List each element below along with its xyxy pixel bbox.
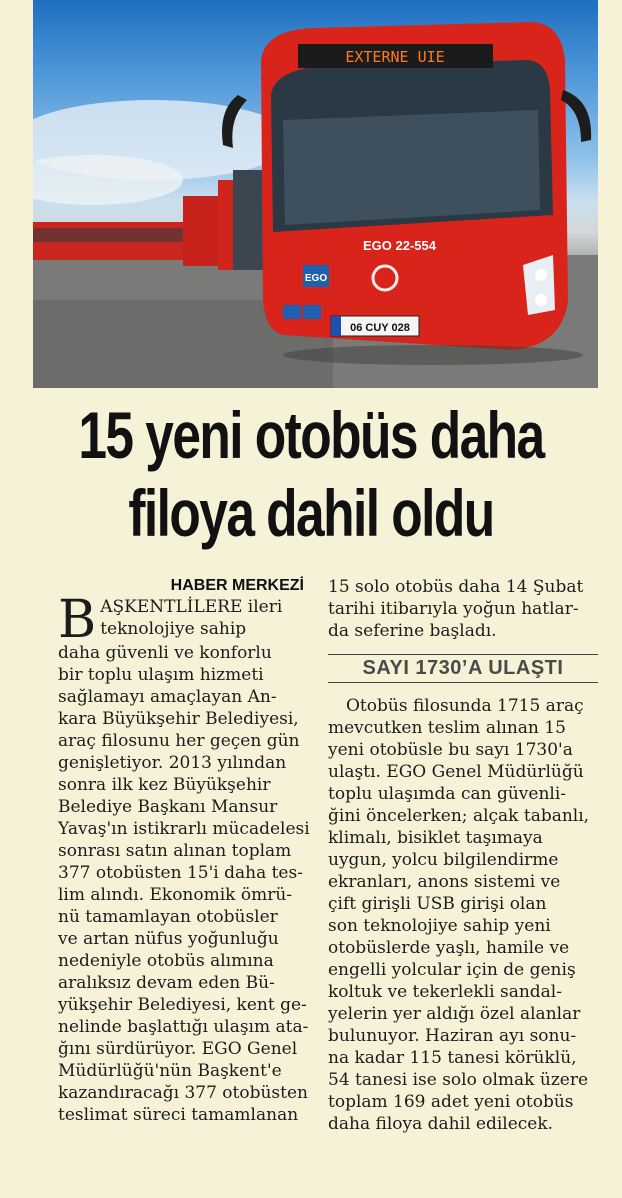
- body-line: Otobüs filosunda 1715 araç: [346, 696, 584, 716]
- lead-line: AŞKENTLİLERE ileri: [100, 597, 283, 617]
- body-line: nelinde başlattığı ulaşım ata-: [58, 1017, 309, 1037]
- body-line: bulunuyor. Haziran ayı sonu-: [328, 1026, 577, 1046]
- body-line: bir toplu ulaşım hizmeti: [58, 665, 264, 685]
- body-line: yelerin yer aldığı özel alanlar: [328, 1004, 581, 1024]
- section-subhead: SAYI 1730’A ULAŞTI: [328, 654, 598, 683]
- body-line: yükşehir Belediyesi, kent ge-: [58, 995, 307, 1015]
- headline-line-1: 15 yeni otobüs daha: [78, 398, 544, 472]
- body-line: teslimat süreci tamamlanan: [58, 1105, 299, 1125]
- body-line: sağlamayı amaçlayan An-: [58, 687, 277, 707]
- byline: HABER MERKEZİ: [170, 577, 304, 594]
- destination-sign: EXTERNE UIE: [345, 48, 445, 66]
- article-column-right: [328, 576, 598, 1135]
- lead-line: teknolojiye sahip: [100, 619, 247, 639]
- body-line: koltuk ve tekerlekli sandal-: [328, 982, 562, 1002]
- body-line: ekranları, anons sistemi ve: [328, 872, 561, 892]
- body-line: araç filosunu her geçen gün: [58, 731, 300, 751]
- body-line: yeni otobüsle bu sayı 1730'a: [328, 740, 573, 760]
- body-line: sonra ilk kez Büyükşehir: [58, 775, 271, 795]
- body-line: otobüslerde yaşlı, hamile ve: [328, 938, 570, 958]
- fleet-number: EGO 22-554: [363, 238, 436, 253]
- body-line: ulaştı. EGO Genel Müdürlüğü: [328, 762, 584, 782]
- body-line: kazandıracağı 377 otobüsten: [58, 1083, 308, 1103]
- body-line: uygun, yolcu bilgilendirme: [328, 850, 559, 870]
- body-line: daha filoya dahil edilecek.: [328, 1114, 554, 1134]
- headline-line-2: filoya dahil oldu: [128, 476, 494, 550]
- wheelchair-icon: [283, 305, 301, 319]
- body-line: tarihi itibarıyla yoğun hatlar-: [328, 599, 579, 619]
- body-line: toplam 169 adet yeni otobüs: [328, 1092, 574, 1112]
- bus-illustration: [33, 0, 598, 388]
- body-line: genişletiyor. 2013 yılından: [58, 753, 287, 773]
- body-line: 15 solo otobüs daha 14 Şubat: [328, 577, 584, 597]
- drop-cap: B: [58, 590, 97, 650]
- body-line: kara Büyükşehir Belediyesi,: [58, 709, 299, 729]
- body-line: lim alındı. Ekonomik ömrü-: [58, 885, 293, 905]
- body-line: toplu ulaşımda can güvenli-: [328, 784, 567, 804]
- bus-photo: [33, 0, 598, 388]
- body-line: aralıksız devam eden Bü-: [58, 973, 275, 993]
- body-line: Müdürlüğü'nün Başkent'e: [58, 1061, 282, 1081]
- body-line: ğini öncelerken; alçak tabanlı,: [328, 806, 590, 826]
- body-line: Yavaş'ın istikrarlı mücadelesi: [58, 819, 310, 839]
- license-plate: 06 CUY 028: [350, 322, 410, 334]
- article-column-left: [58, 576, 310, 1126]
- body-line: nü tamamlayan otobüsler: [58, 907, 278, 927]
- body-line: 54 tanesi ise solo olmak üzere: [328, 1070, 589, 1090]
- body-line: engelli yolcular için de geniş: [328, 960, 576, 980]
- bicycle-icon: [303, 305, 321, 319]
- lead-paragraph: [58, 590, 310, 1126]
- side-logo: EGO: [304, 273, 328, 284]
- body-line: da seferine başladı.: [328, 621, 497, 641]
- body-line: na kadar 115 tanesi körüklü,: [328, 1048, 577, 1068]
- body-line: çift girişli USB girişi olan: [328, 894, 547, 914]
- body-line: sonrası satın alınan toplam: [58, 841, 292, 861]
- body-line: 377 otobüsten 15'i daha tes-: [58, 863, 303, 883]
- body-line: Belediye Başkanı Mansur: [58, 797, 278, 817]
- body-line: ve artan nüfus yoğunluğu: [58, 929, 279, 949]
- body-line: mevcutken teslim alınan 15: [328, 718, 566, 738]
- body-line: nedeniyle otobüs alımına: [58, 951, 274, 971]
- body-line: daha güvenli ve konforlu: [58, 643, 272, 663]
- body-line: son teknolojiye sahip yeni: [328, 916, 551, 936]
- body-line: klimalı, bisiklet taşımaya: [328, 828, 543, 848]
- body-line: ğını sürdürüyor. EGO Genel: [58, 1039, 298, 1059]
